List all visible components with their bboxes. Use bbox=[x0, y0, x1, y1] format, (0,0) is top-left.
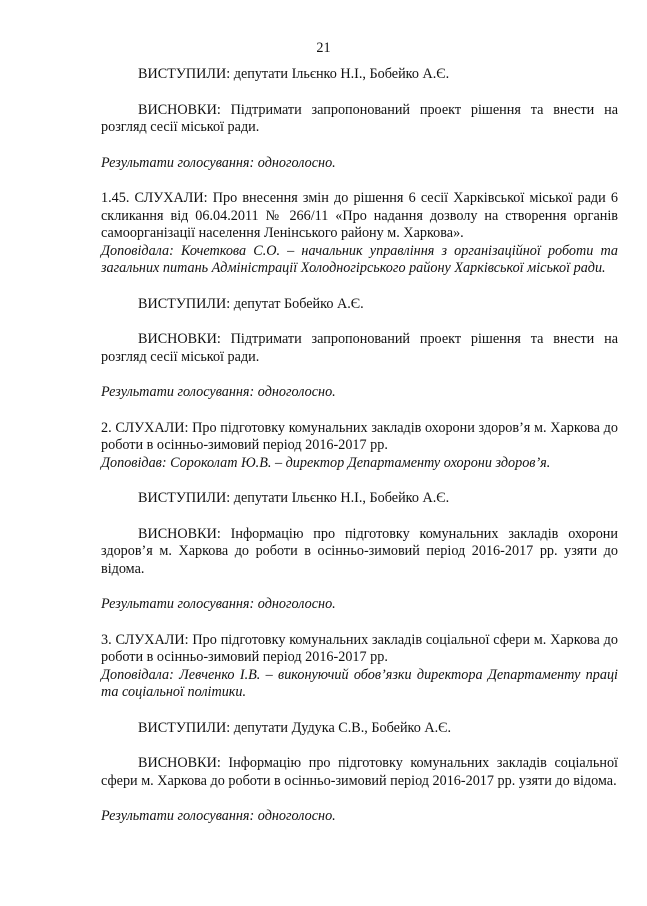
indented-paragraph: ВИСТУПИЛИ: депутат Бобейко А.Є. bbox=[138, 295, 364, 312]
document-body bbox=[101, 66, 618, 826]
italic-paragraph: Результати голосування: одноголосно. bbox=[101, 154, 336, 171]
indented-paragraph: ВИСНОВКИ: Підтримати запропонований проект рішення та внести на розгляд сесії міської ради. bbox=[101, 331, 618, 365]
italic-paragraph: Доповідав: Сороколат Ю.В. – директор Департаменту охорони здоров’я. bbox=[101, 454, 551, 471]
indented-paragraph: ВИСТУПИЛИ: депутати Ільєнко Н.І., Бобейко А.Є. bbox=[138, 490, 450, 506]
paragraph-gap bbox=[101, 790, 618, 808]
italic-paragraph: Доповідала: Кочеткова С.О. – начальник управління з організаційної роботи та загальних питань Адміністрації Холодногірського району Харківської міської ради. bbox=[101, 242, 618, 276]
paragraph: 3. СЛУХАЛИ: Про підготовку комунальних закладів соціальної сфери м. Харкова до роботи в осінньо-зимовий період 2016-2017 рр. bbox=[101, 631, 618, 665]
paragraph-gap bbox=[101, 278, 618, 296]
paragraph: 1.45. СЛУХАЛИ: Про внесення змін до рішення 6 сесії Харківської міської ради 6 скликання від 06.04.2011 № 266/11 «Про надання дозволу на створення органів самоорганізації населення Ленінського району м. Харкова». bbox=[101, 190, 618, 241]
paragraph-gap bbox=[101, 578, 618, 596]
paragraph-gap bbox=[101, 508, 618, 526]
paragraph-gap bbox=[101, 366, 618, 384]
indented-paragraph: ВИСНОВКИ: Підтримати запропонований проект рішення та внести на розгляд сесії міської ради. bbox=[101, 101, 618, 135]
paragraph-gap bbox=[101, 84, 618, 102]
paragraph-gap bbox=[101, 137, 618, 155]
paragraph-gap bbox=[101, 172, 618, 190]
indented-paragraph: ВИСНОВКИ: Інформацію про підготовку комунальних закладів охорони здоров’я м. Харкова до роботи в осінньо-зимовий період 2016-2017 рр. узяти до відома. bbox=[101, 525, 618, 577]
paragraph-gap bbox=[101, 614, 618, 632]
italic-paragraph: Результати голосування: одноголосно. bbox=[101, 384, 336, 400]
indented-paragraph: ВИСНОВКИ: Інформацію про підготовку комунальних закладів соціальної сфери м. Харкова до роботи в осінньо-зимовий період 2016-2017 рр. узяти до відома. bbox=[101, 755, 618, 789]
paragraph-gap bbox=[101, 737, 618, 755]
italic-paragraph: Результати голосування: одноголосно. bbox=[101, 596, 336, 612]
indented-paragraph: ВИСТУПИЛИ: депутати Дудука С.В., Бобейко А.Є. bbox=[138, 719, 452, 736]
indented-paragraph: ВИСТУПИЛИ: депутати Ільєнко Н.І., Бобейко А.Є. bbox=[138, 66, 450, 82]
paragraph-gap bbox=[101, 313, 618, 331]
page-number: 21 bbox=[316, 40, 331, 56]
paragraph-gap bbox=[101, 472, 618, 490]
italic-paragraph: Доповідала: Левченко І.В. – виконуючий обов’язки директора Департаменту праці та соціальної політики. bbox=[101, 666, 618, 700]
paragraph-gap bbox=[101, 702, 618, 720]
paragraph-gap bbox=[101, 402, 618, 420]
paragraph: 2. СЛУХАЛИ: Про підготовку комунальних закладів охорони здоров’я м. Харкова до роботи в осінньо-зимовий період 2016-2017 рр. bbox=[101, 419, 618, 453]
italic-paragraph: Результати голосування: одноголосно. bbox=[101, 808, 336, 824]
